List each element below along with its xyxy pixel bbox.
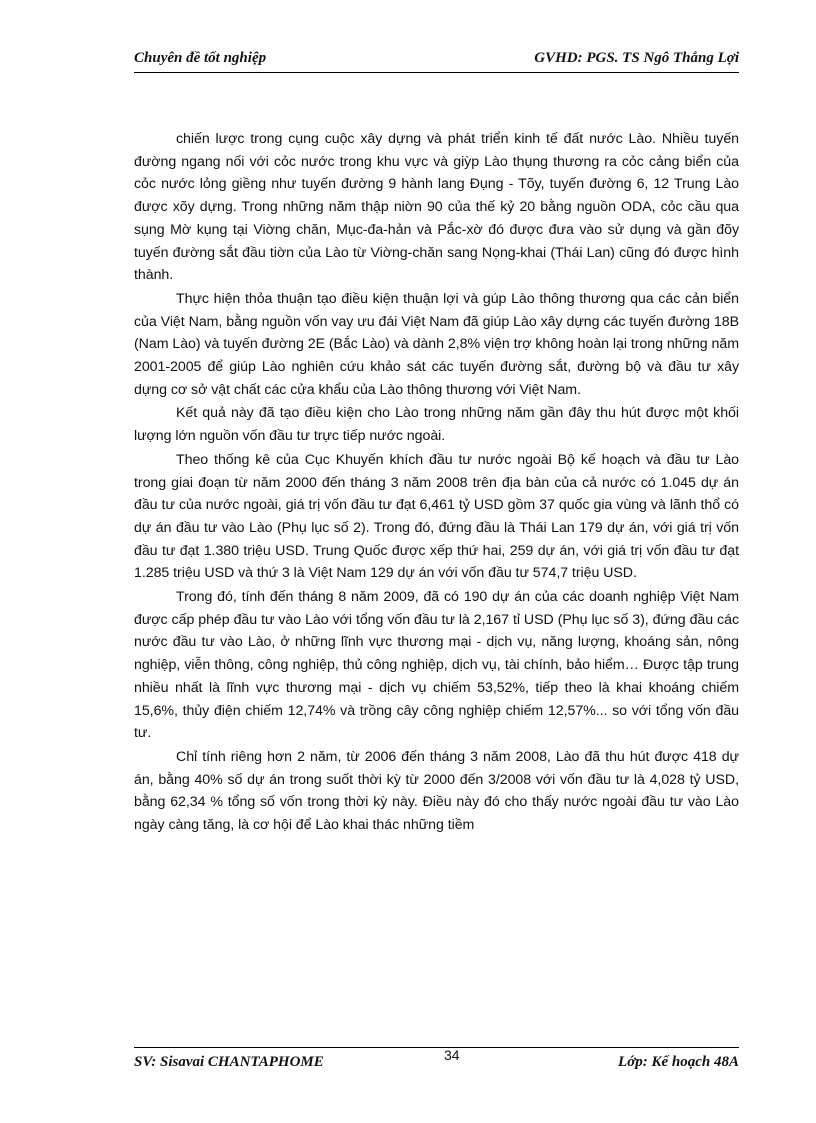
paragraph-1: chiến lược trong cụng cuộc xây dựng và phát triển kinh tế đất nước Lào. Nhiều tuyến đường ngang nối với cỏc nước trong khu vực và giỳp Lào thụng thương ra cỏc cảng biển của cỏc nước lỏng giềng như tuyến đường 9 hành lang Đụng - Tõy, tuyến đường 6, 12 Trung Lào được xõy dựng. Trong những năm thập niờn 90 của thế kỷ 20 bằng nguồn ODA, cỏc cầu qua sụng Mờ kụng tại Viờng chăn, Mục-đa-hản và Pắc-xờ đó được đưa vào sử dụng và gần đõy tuyến đường sắt đầu tiờn của Lào từ Viờng-chăn sang Nọng-khai (Thái Lan) cũng đó được hình thành. <box>134 131 739 284</box>
page-header <box>134 50 739 73</box>
paragraph-3: Kết quả này đã tạo điều kiện cho Lào trong những năm gần đây thu hút được một khối lượng lớn nguồn vốn đầu tư trực tiếp nước ngoài. <box>134 405 739 445</box>
header-advisor: GVHD: PGS. TS Ngô Thắng Lợi <box>534 50 739 66</box>
footer-class: Lớp: Kế hoạch 48A <box>618 1054 739 1070</box>
paragraph-4: Theo thống kê của Cục Khuyến khích đầu tư nước ngoài Bộ kế hoạch và đầu tư Lào trong giai đoạn từ năm 2000 đến tháng 3 năm 2008 trên địa bàn của cả nước có 1.045 dự án đầu tư của nước ngoài, giá trị vốn đầu tư đạt 6,461 tỷ USD gồm 37 quốc gia vùng và lãnh thổ có dự án đầu tư vào Lào (Phụ lục số 2). Trong đó, đứng đầu là Thái Lan 179 dự án, với giá trị vốn đầu tư đạt 1.380 triệu USD. Trung Quốc được xếp thứ hai, 259 dự án, với giá trị vốn đầu tư đạt 1.285 triệu USD và thứ 3 là Việt Nam 129 dự án với vốn đầu tư 574,7 triệu USD. <box>134 451 739 582</box>
paragraph-2: Thực hiện thỏa thuận tạo điều kiện thuận lợi và gúp Lào thông thương qua các cản biển của Việt Nam, bằng nguồn vốn vay ưu đái Việt Nam đã giúp Lào xây dựng các tuyến đường 18B (Nam Lào) và tuyến đường 2E (Bắc Lào) và dành 2,8% viện trợ không hoàn lại trong những năm 2001-2005 để giúp Lào nghiên cứu khảo sát các tuyến đường sắt, đường bộ và đầu tư xây dựng cơ sở vật chất các cửa khẩu của Lào thông thương với Việt Nam. <box>134 290 739 398</box>
paragraph-5: Trong đó, tính đến tháng 8 năm 2009, đã có 190 dự án của các doanh nghiệp Việt Nam được cấp phép đầu tư vào Lào với tổng vốn đầu tư là 2,167 tỉ USD (Phụ lục số 3), đứng đầu các nước đầu tư vào Lào, ở những lĩnh vực thương mại - dịch vụ, năng lượng, khoáng sản, nông nghiệp, viễn thông, công nghiệp, thủ công nghiệp, dịch vụ, tài chính, bảo hiểm… Được tập trung nhiều nhất là lĩnh vực thương mại - dịch vụ chiếm 53,52%, tiếp theo là khai khoáng chiếm 15,6%, thủy điện chiếm 12,74% và trồng cây công nghiệp chiếm 12,57%... so với tổng vốn đầu tư. <box>134 589 739 742</box>
footer-student-name: SV: Sisavai CHANTAPHOME <box>134 1054 324 1070</box>
page-number: 34 <box>444 1047 460 1063</box>
body-text <box>134 128 739 837</box>
header-thesis-title: Chuyên đề tốt nghiệp <box>134 50 267 66</box>
page-footer <box>134 1047 739 1074</box>
paragraph-6: Chỉ tính riêng hơn 2 năm, từ 2006 đến tháng 3 năm 2008, Lào đã thu hút được 418 dự án, bằng 40% số dự án trong suốt thời kỳ từ 2000 đến 3/2008 với vốn đầu tư là 4,028 tỷ USD, bằng 62,34 % tổng số vốn trong thời kỳ này. Điều này đó cho thấy nước ngoài đầu tư vào Lào ngày càng tăng, là cơ hội để Lào khai thác những tiềm <box>134 748 739 834</box>
